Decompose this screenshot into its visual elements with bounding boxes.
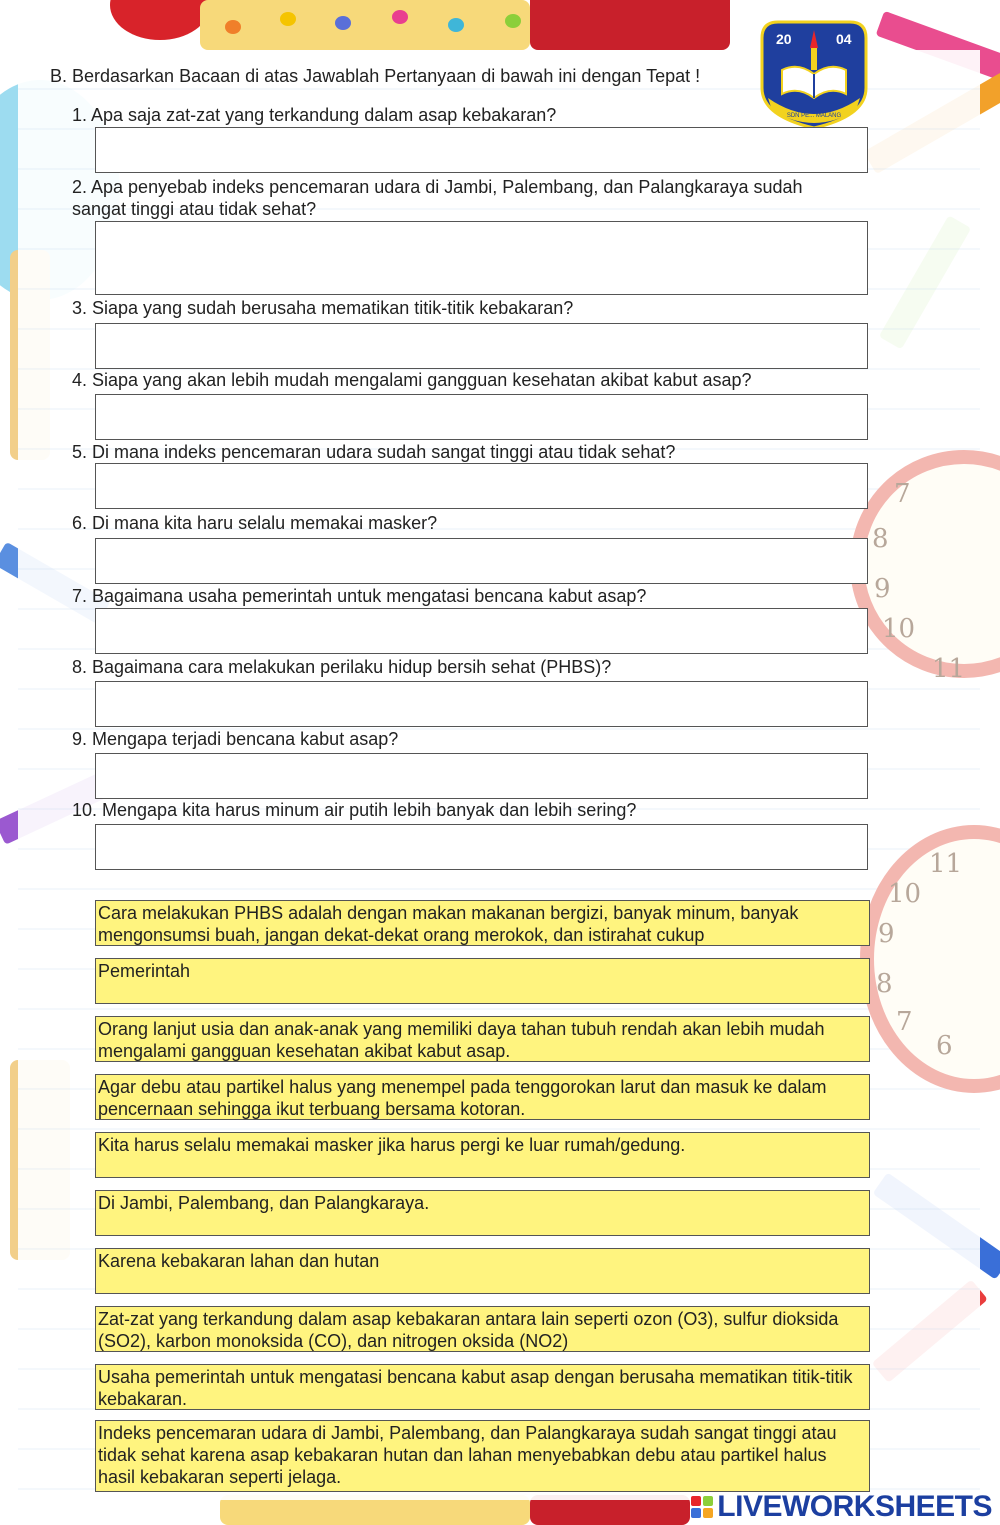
clock-numeral: 8 [876, 969, 893, 999]
liveworksheets-logo-icon [691, 1496, 713, 1518]
question-text: 3. Siapa yang sudah berusaha mematikan titik-titik kebakaran? [72, 298, 574, 318]
answer-drop-box-4[interactable] [95, 394, 868, 440]
question-text: 5. Di mana indeks pencemaran udara sudah sangat tinggi atau tidak sehat? [72, 442, 676, 462]
instruction-heading: B. Berdasarkan Bacaan di atas Jawablah Pertanyaan di bawah ini dengan Tepat ! [50, 66, 701, 86]
draggable-answer[interactable]: Indeks pencemaran udara di Jambi, Palembang, dan Palangkaraya sudah sangat tinggi atau tidak sehat karena asap kebakaran hutan dan lahan menyebabkan debu atau partikel halus hasil kebakaran seperti jelaga. [95, 1420, 870, 1492]
question-text: 6. Di mana kita haru selalu memakai masker? [72, 513, 438, 533]
logo-year-right: 04 [836, 31, 852, 47]
answer-drop-box-3[interactable] [95, 323, 868, 369]
answer-drop-box-5[interactable] [95, 463, 868, 509]
question-text: 1. Apa saja zat-zat yang terkandung dalam asap kebakaran? [72, 105, 557, 125]
question-text: 10. Mengapa kita harus minum air putih lebih banyak dan lebih sering? [72, 800, 637, 820]
question-text: 8. Bagaimana cara melakukan perilaku hidup bersih sehat (PHBS)? [72, 657, 612, 677]
clock-numeral: 9 [878, 919, 895, 949]
answer-drop-box-1[interactable] [95, 127, 868, 173]
question-text: 9. Mengapa terjadi bencana kabut asap? [72, 729, 399, 749]
answer-drop-box-9[interactable] [95, 753, 868, 799]
answer-drop-box-10[interactable] [95, 824, 868, 870]
logo-year-left: 20 [776, 31, 792, 47]
clock-numeral: 7 [894, 479, 911, 509]
clock-numeral: 11 [929, 849, 963, 879]
draggable-answer[interactable]: Zat-zat yang terkandung dalam asap kebakaran antara lain seperti ozon (O3), sulfur dioksida (SO2), karbon monoksida (CO), dan nitrogen oksida (NO2) [95, 1306, 870, 1352]
question-text: 7. Bagaimana usaha pemerintah untuk mengatasi bencana kabut asap? [72, 586, 647, 606]
answer-drop-box-7[interactable] [95, 608, 868, 654]
question-text: 2. Apa penyebab indeks pencemaran udara di Jambi, Palembang, dan Palangkaraya sudah sangat tinggi atau tidak sehat? [72, 177, 803, 219]
draggable-answer[interactable]: Pemerintah [95, 958, 870, 1004]
liveworksheets-brand[interactable] [691, 1490, 992, 1524]
clock-numeral: 6 [936, 1031, 953, 1061]
question-text: 4. Siapa yang akan lebih mudah mengalami gangguan kesehatan akibat kabut asap? [72, 370, 752, 390]
draggable-answer[interactable]: Orang lanjut usia dan anak-anak yang memiliki daya tahan tubuh rendah akan lebih mudah mengalami gangguan kesehatan akibat kabut asap. [95, 1016, 870, 1062]
draggable-answer[interactable]: Agar debu atau partikel halus yang menempel pada tenggorokan larut dan masuk ke dalam pencernaan sehingga ikut terbuang bersama kotoran. [95, 1074, 870, 1120]
clock-numeral: 10 [882, 614, 916, 644]
logo-ring-text: SDN PE... MALANG [786, 113, 842, 119]
draggable-answer[interactable]: Cara melakukan PHBS adalah dengan makan makanan bergizi, banyak minum, banyak mengonsumsi buah, jangan dekat-dekat orang merokok, dan istirahat cukup [95, 900, 870, 946]
answer-drop-box-8[interactable] [95, 681, 868, 727]
clock-numeral: 9 [874, 574, 891, 604]
draggable-answer[interactable]: Usaha pemerintah untuk mengatasi bencana kabut asap dengan berusaha mematikan titik-titik kebakaran. [95, 1364, 870, 1410]
draggable-answer[interactable]: Karena kebakaran lahan dan hutan [95, 1248, 870, 1294]
brand-text: LIVEWORKSHEETS [717, 1490, 992, 1523]
clock-numeral: 10 [888, 879, 922, 909]
answer-drop-box-6[interactable] [95, 538, 868, 584]
clock-numeral: 7 [896, 1007, 913, 1037]
clock-numeral: 8 [872, 524, 889, 554]
clock-numeral: 11 [932, 654, 966, 684]
draggable-answer[interactable]: Kita harus selalu memakai masker jika harus pergi ke luar rumah/gedung. [95, 1132, 870, 1178]
answer-drop-box-2[interactable] [95, 221, 868, 295]
draggable-answer[interactable]: Di Jambi, Palembang, dan Palangkaraya. [95, 1190, 870, 1236]
